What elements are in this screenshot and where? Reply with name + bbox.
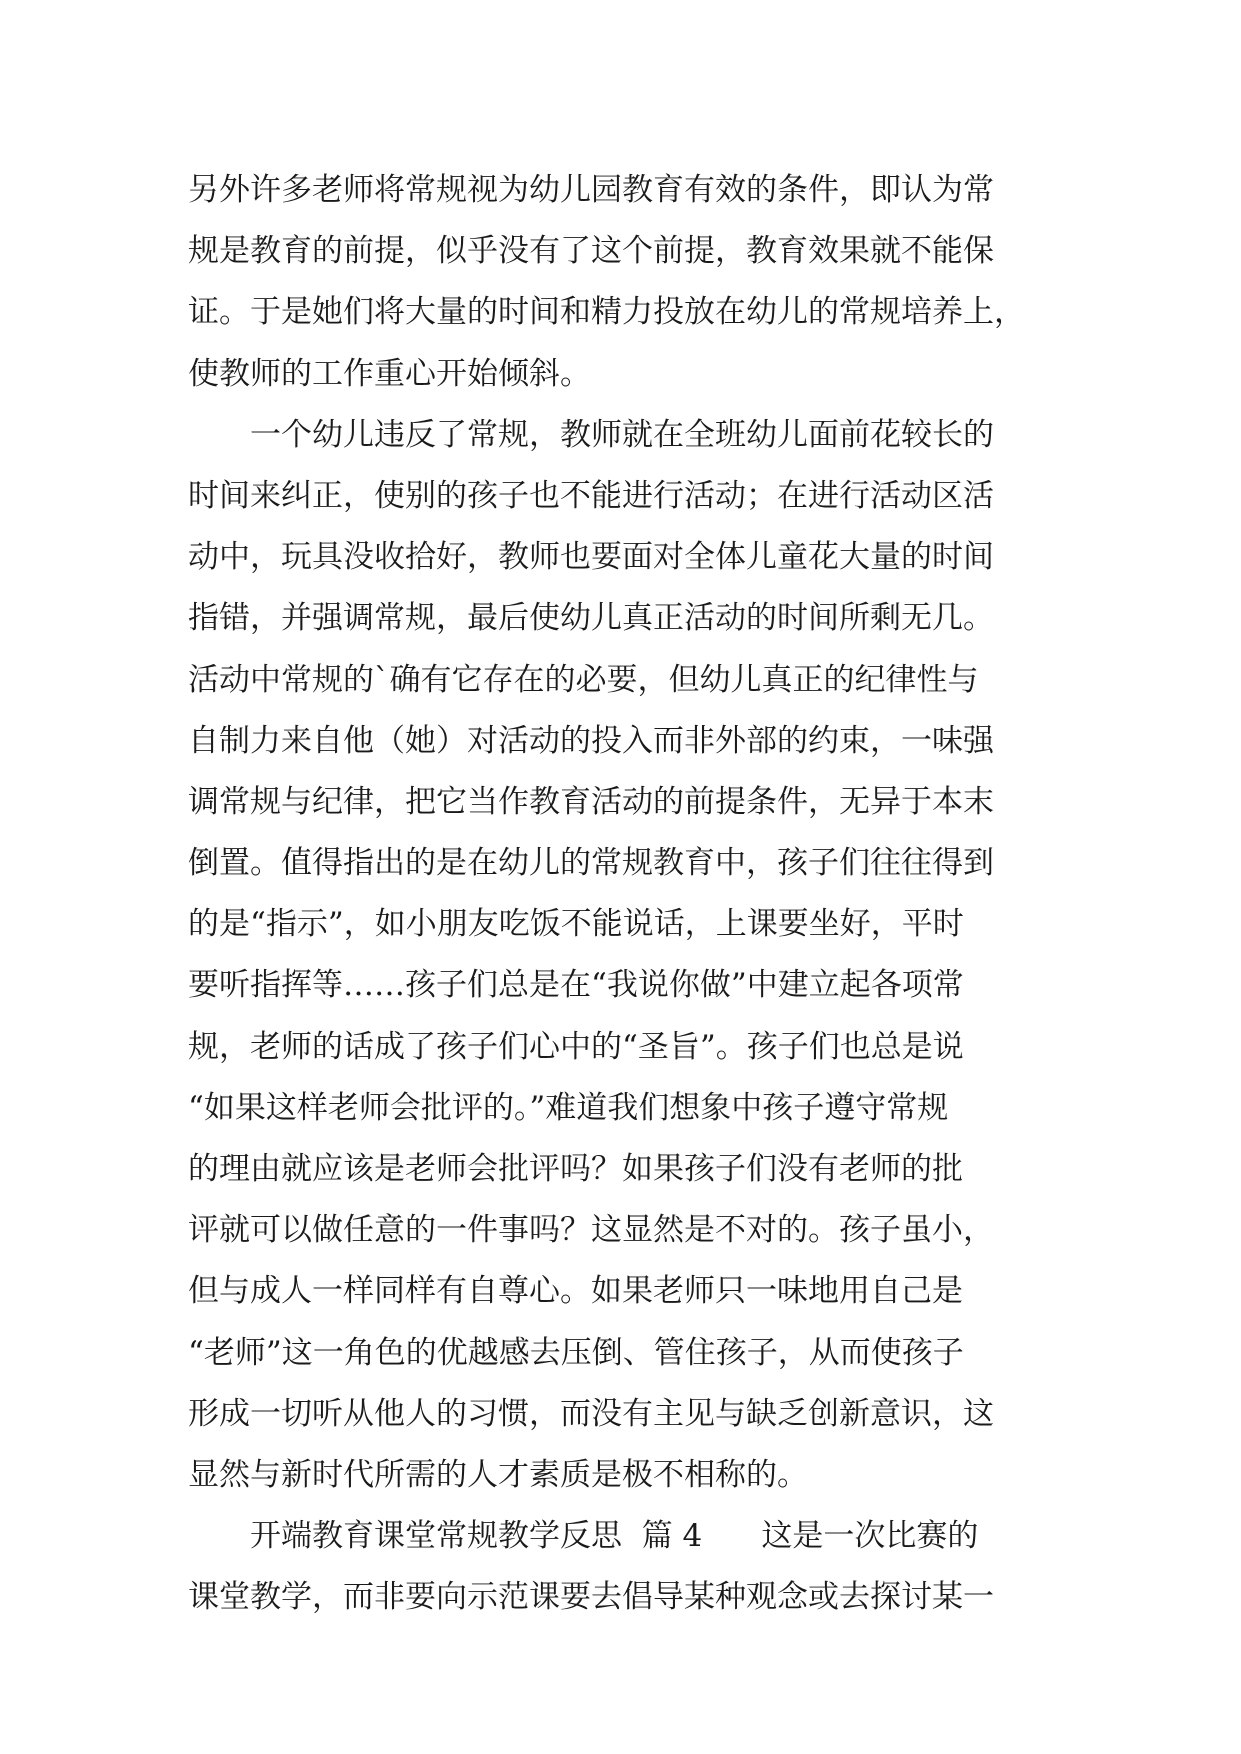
- text-line: 另外许多老师将常规视为幼儿园教育有效的条件，即认为常: [188, 172, 994, 208]
- text-line: 调常规与纪律，把它当作教育活动的前提条件，无异于本末: [188, 783, 994, 820]
- text-line: 指错，并强调常规，最后使幼儿真正活动的时间所剩无几。: [188, 600, 994, 637]
- text-line: 规是教育的前提，似乎没有了这个前提，教育效果就不能保: [188, 233, 994, 270]
- text-line: 显然与新时代所需的人才素质是极不相称的。: [188, 1456, 808, 1493]
- text-line: 要听指挥等……孩子们总是在“我说你做”中建立起各项常: [188, 967, 964, 1004]
- text-line: 时间来纠正，使别的孩子也不能进行活动；在进行活动区活: [188, 477, 994, 514]
- text-line: “老师”这一角色的优越感去压倒、管住孩子，从而使孩子: [188, 1334, 964, 1371]
- text-line: 规，老师的话成了孩子们心中的“圣旨”。孩子们也总是说: [188, 1028, 964, 1065]
- text-line: 自制力来自他（她）对活动的投入而非外部的约束，一味强: [188, 722, 994, 759]
- text-line: 但与成人一样同样有自尊心。如果老师只一味地用自己是: [188, 1273, 963, 1310]
- text-line: 证。于是她们将大量的时间和精力投放在幼儿的常规培养上，: [188, 294, 1025, 331]
- body-text: [188, 160, 1088, 1629]
- text-line: 开端教育课堂常规教学反思 篇 4 这是一次比赛的: [188, 1518, 979, 1555]
- text-line: “如果这样老师会批评的。”难道我们想象中孩子遵守常规: [188, 1089, 949, 1126]
- text-line: 形成一切听从他人的习惯，而没有主见与缺乏创新意识，这: [188, 1395, 994, 1432]
- text-line: 一个幼儿违反了常规，教师就在全班幼儿面前花较长的: [188, 416, 994, 453]
- text-line: 的理由就应该是老师会批评吗？如果孩子们没有老师的批: [188, 1151, 963, 1187]
- text-line: 的是“指示”，如小朋友吃饭不能说话，上课要坐好，平时: [188, 906, 964, 943]
- text-line: 活动中常规的`确有它存在的必要，但幼儿真正的纪律性与: [188, 661, 979, 698]
- text-line: 倒置。值得指出的是在幼儿的常规教育中，孩子们往往得到: [188, 845, 994, 882]
- text-line: 评就可以做任意的一件事吗？这显然是不对的。孩子虽小，: [188, 1212, 994, 1249]
- text-line: 使教师的工作重心开始倾斜。: [188, 355, 591, 392]
- text-line: 课堂教学，而非要向示范课要去倡导某种观念或去探讨某一: [188, 1579, 994, 1616]
- text-line: 动中，玩具没收拾好，教师也要面对全体儿童花大量的时间: [188, 539, 994, 576]
